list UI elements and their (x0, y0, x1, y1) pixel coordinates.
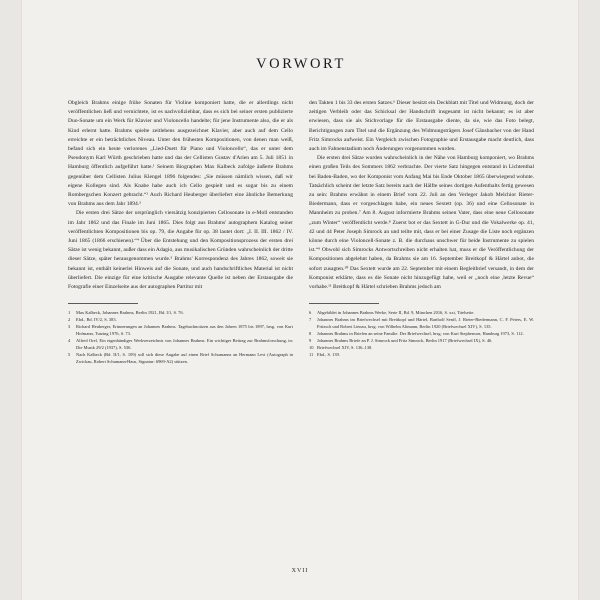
footnote-rule (68, 303, 138, 304)
paragraph: den Takten 1 bis 33 des ersten Satzes.⁶ Dieser besitzt ein Deckblatt mit Titel und Widmung, doch der zeitigen Verbleib oder das Schicksal der Handschrift insgesamt ist nicht bekannt; es ist aber erwiesen, dass sie als Stichvorlage für die Erstausgabe diente, da sie, wie das Foto belegt, Berichtigungen zum Titel und die Ergänzung des Widmungsträgers Josef Gänsbacher von der Hand Fritz Simrocks aufweist. Ein Vergleich zwischen Fotographie und Erstausgabe macht deutlich, dass auch im Fahnenstadium noch Änderungen vorgenommen wurden. (309, 100, 534, 153)
footnote-text: Briefwechsel XIV, S. 136–138. (317, 345, 373, 351)
document-page (22, 0, 578, 600)
footnote-text: Johannes Brahms in Briefen an seine Familie. Der Briefwechsel, hrsg. von Kurt Stephenson, Hamburg 1973, S. 112. (317, 331, 524, 337)
footnotes-column-left (68, 296, 293, 365)
footnote (309, 337, 534, 344)
footnote-text: Max Kalbeck, Johannes Brahms, Berlin 1921, Bd. I/1, S. 76. (76, 310, 184, 316)
footnote-text: Alfred Orel, Ein eigenhändiges Werkverzeichnis von Johannes Brahms. Ein wichtiger Beitrag zur Brahmsforschung, in: Die Musik 29/2 (1937), S. 536. (76, 338, 293, 351)
footnote-number: 6 (309, 310, 312, 316)
footnote-number: 4 (68, 338, 71, 344)
footnotes-area (68, 296, 534, 365)
page-content (68, 56, 534, 366)
footnote (309, 309, 534, 316)
footnote-text: Johannes Brahms Briefe an P. J. Simrock und Fritz Simrock, Berlin 1917 (Briefwechsel IX), S. 46. (317, 338, 493, 344)
footnote (309, 330, 534, 337)
footnote (309, 316, 534, 330)
footnote-text: Ebd., Bd. IV/2, S. 383. (76, 317, 117, 323)
paragraph: Die ersten drei Sätze der ursprünglich viersätzig konzipierten Cellosonate in e-Moll entstanden im Jahr 1862 und das Finale im Juni 1865. Dies folgt aus Brahms' autographem Katalog seiner veröffentlichten Kompositionen bis op. 79, die Angabe für op. 38 lautet dort: „I. II. III. 1862 / IV. Juni 1865 (1866 erschienen).“⁴ Über die Entstehung und den Kompositionsprozess der ersten drei Sätze ist wenig bekannt, außer dass ein Adagio, aus musikalischen Gründen wahrscheinlich der dritte dieser Sätze, später herausgenommen wurde.⁵ Brahms' Korrespondenz des Jahres 1862, soweit sie bekannt ist, enthält keinerlei Hinweis auf die Sonate, und auch handschriftliches Material ist nicht überliefert. Die einzige für eine kritische Ausgabe relevante Quelle ist neben der Erstausgabe die Fotografie einer Einzelseite aus der autographen Partitur mit (68, 210, 293, 291)
footnote-number: 5 (68, 352, 71, 358)
footnote-text: Abgebildet in Johannes Brahms Werke, Serie II, Bd. 9, München 2016, S. xxi, Titelseite. (317, 310, 475, 316)
column-right (309, 99, 534, 292)
text-columns (68, 99, 534, 292)
footnote-number: 7 (309, 317, 312, 323)
footnote (68, 337, 293, 351)
footnote-text: Richard Heuberger, Erinnerungen an Johannes Brahms. Tagebuchnotizen aus den Jahren 1875 bis 1897, hrsg. von Kurt Hofmann, Tutzing 1976, S. 73. (76, 324, 293, 337)
footnote-text: Ebd., S. 139. (317, 352, 340, 358)
footnote-number: 3 (68, 324, 71, 330)
column-left (68, 99, 293, 292)
footnote-number: 2 (68, 317, 71, 323)
footnote (68, 309, 293, 316)
page-title: VORWORT (256, 56, 346, 72)
footnote-text: Nach Kalbeck (Bd. II/1, S. 109) soll sich diese Angabe auf einen Brief Schumanns an Hermann Levi (Autograph in Zwickau, Robert Schumann-Haus, Signatur: 6969-A2) stützen. (76, 352, 293, 365)
footnote-number: 11 (309, 352, 314, 358)
paragraph: Obgleich Brahms einige frühe Sonaten für Violine komponiert hatte, die er allerdings nicht veröffentlichen ließ und vernichtete, ist es nachvollziehbar, dass es sich bei seiner ersten publizierte Duo-Sonate um ein Werk für Klavier und Violoncello handelte; für jene Instrumente also, die er als Kind erlernt hatte. Brahms spielte zeitlebens ausgezeichnet Klavier, aber auch auf dem Cello erreichte er ein beträchtliches Niveau. Unter den frühesten Kompositionen, von denen man weiß, befand sich ein heute verlorenes „Lied-Duett für Piano und Violoncello“, das er unter dem Pseudonym Karl Würth geschrieben hatte und das der Cellisten Gustav d'Arien am 5. Juli 1851 in Hamburg öffentlich aufgeführt hatte.¹ Seinem Biographen Max Kalbeck zufolge äußerte Brahms gegenüber dem Cellisten Julius Klengel 1896 folgendes: „Sie müssen nämlich wissen, daß wir eigene Kollegen sind. Als Knabe habe auch ich Cello gespielt und es sogar bis zu einem Rombergschen Konzert gebracht.“² Auch Richard Heuberger überliefert eine ähnliche Bemerkung von Brahms aus dem Jahr 1894.³ (68, 100, 293, 208)
paragraph: Die ersten drei Sätze wurden wahrscheinlich in der Nähe von Hamburg komponiert, wo Brahms einen großen Teils des Sommers 1862 verbrachte. Der vierte Satz hingegen entstand in Lichtenthal bei Baden-Baden, wo der Komponist vom Anfang Mai bis Ende Oktober 1865 überwiegend wohnte. Tatsächlich scheint der letzte Satz bereits nach der Hälfte seines dortigen Aufenthalts fertig gewesen zu sein: Brahms erwähnt in einem Brief vom 22. Juli an den Verleger Jakob Melchior Rieter-Biedermann, dass er vorgeschlagen habe, ein neues Sextett (op. 36) und eine Cellosonate in Mannheim zu proben.⁷ Am 8. August informierte Brahms seinen Vater, dass eine neue Cellosonate „zum Winter“ veröffentlicht werde.⁸ Zuerst bot er das Sextett in G-Dur und die Vokalwerke op. 41, 42 und 44 Peter Joseph Simrock an und teilte mit, dass er bei einer Zusage die Liste noch ergänzen könne durch eine Violoncell-Sonate z. B. die durchaus unschwer für beide Instrumente zu spielen ist.“⁹ Obwohl sich Simrocks Antwortschreiben nicht erhalten hat, muss er die Veröffentlichung der Kompositionen abgelehnt haben, da Brahms sie am 16. September Breitkopf & Härtel anbot, die sofort zusagten.¹⁰ Das Sextett wurde am 22. September mit einem Begleitbrief versandt, in dem der Komponist erklärte, dass es die Sonate nicht hinzugefügt habe, weil er „noch eine ,letzte Revue“ vorhabe.¹¹ Breitkopf & Härtel schrieben Brahms jedoch am (309, 155, 534, 291)
footnotes-column-right (309, 296, 534, 358)
footnote-number: 10 (309, 345, 314, 351)
footnote-rule (309, 303, 379, 304)
footnote-number: 8 (309, 331, 312, 337)
footnote-number: 9 (309, 338, 312, 344)
footnote (309, 344, 534, 351)
footnote (68, 316, 293, 323)
footnote (68, 351, 293, 365)
footnote (68, 323, 293, 337)
footnote-number: 1 (68, 310, 71, 316)
page-folio: XVII (291, 568, 309, 574)
footnote-text: Johannes Brahms im Briefwechsel mit Breitkopf und Härtel, Bartholf Senff, J. Rieter-Biedermann, C. F. Peters, E. W. Fritzsch und Robert Lienau, hrsg. von Wilhelm Altmann, Berlin 1920 (Briefwechsel XIV), S. 135. (317, 317, 534, 330)
footnote (309, 351, 534, 358)
